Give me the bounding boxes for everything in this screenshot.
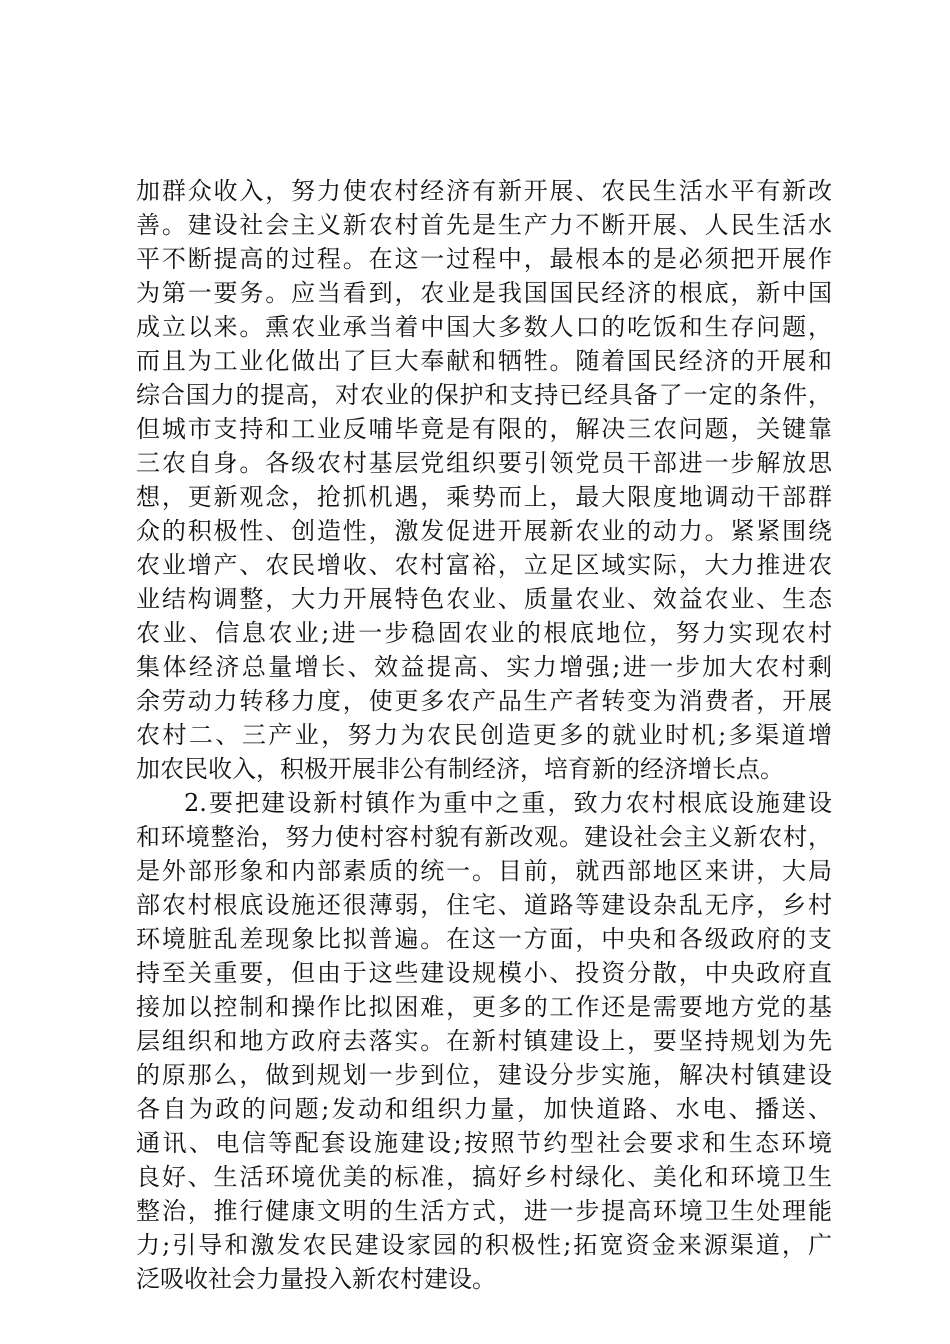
- text-line: 而且为工业化做出了巨大奉献和牺牲。随着国民经济的开展和: [136, 347, 832, 375]
- text-line: 和环境整治，努力使村容村貌有新改观。建设社会主义新农村，: [136, 823, 832, 851]
- text-line: 集体经济总量增长、效益提高、实力增强;进一步加大农村剩: [136, 653, 832, 681]
- text-line: 通讯、电信等配套设施建设;按照节约型社会要求和生态环境: [136, 1129, 832, 1157]
- text-line: 的原那么，做到规划一步到位，建设分步实施，解决村镇建设: [136, 1061, 832, 1089]
- text-line: 是外部形象和内部素质的统一。目前，就西部地区来讲，大局: [136, 857, 832, 885]
- text-line: 环境脏乱差现象比拟普遍。在这一方面，中央和各级政府的支: [136, 925, 832, 953]
- text-line: 整治，推行健康文明的生活方式，进一步提高环境卫生处理能: [136, 1197, 832, 1225]
- text-line: 平不断提高的过程。在这一过程中，最根本的是必须把开展作: [136, 245, 832, 273]
- text-line: 接加以控制和操作比拟困难，更多的工作还是需要地方党的基: [136, 993, 832, 1021]
- text-line: 加农民收入，积极开展非公有制经济，培育新的经济增长点。: [136, 755, 784, 783]
- text-line: 农业、信息农业;进一步稳固农业的根底地位，努力实现农村: [136, 619, 832, 647]
- text-line: 三农自身。各级农村基层党组织要引领党员干部进一步解放思: [136, 449, 832, 477]
- text-line: 业结构调整，大力开展特色农业、质量农业、效益农业、生态: [136, 585, 832, 613]
- text-line: 但城市支持和工业反哺毕竟是有限的，解决三农问题，关键靠: [136, 415, 832, 443]
- text-line: 众的积极性、创造性，激发促进开展新农业的动力。紧紧围绕: [136, 517, 832, 545]
- text-line: 为第一要务。应当看到，农业是我国国民经济的根底，新中国: [136, 279, 832, 307]
- text-line: 各自为政的问题;发动和组织力量，加快道路、水电、播送、: [136, 1095, 832, 1123]
- text-line: 良好、生活环境优美的标准，搞好乡村绿化、美化和环境卫生: [136, 1163, 832, 1191]
- text-line: 部农村根底设施还很薄弱，住宅、道路等建设杂乱无序，乡村: [136, 891, 832, 919]
- text-line: 力;引导和激发农民建设家园的积极性;拓宽资金来源渠道，广: [136, 1231, 832, 1259]
- text-line: 2.要把建设新村镇作为重中之重，致力农村根底设施建设: [184, 789, 832, 817]
- text-line: 成立以来。熏农业承当着中国大多数人口的吃饭和生存问题，: [136, 313, 832, 341]
- text-line: 泛吸收社会力量投入新农村建设。: [136, 1265, 496, 1293]
- text-line: 农村二、三产业，努力为农民创造更多的就业时机;多渠道增: [136, 721, 832, 749]
- text-line: 综合国力的提高，对农业的保护和支持已经具备了一定的条件，: [136, 381, 832, 409]
- body-text: [136, 174, 832, 1296]
- text-line: 层组织和地方政府去落实。在新村镇建设上，要坚持规划为先: [136, 1027, 832, 1055]
- text-line: 想，更新观念，抢抓机遇，乘势而上，最大限度地调动干部群: [136, 483, 832, 511]
- text-line: 加群众收入，努力使农村经济有新开展、农民生活水平有新改: [136, 177, 832, 205]
- paragraph-2: [136, 786, 832, 1296]
- paragraph-1: [136, 174, 832, 786]
- text-line: 持至关重要，但由于这些建设规模小、投资分散，中央政府直: [136, 959, 832, 987]
- text-line: 善。建设社会主义新农村首先是生产力不断开展、人民生活水: [136, 211, 832, 239]
- text-line: 农业增产、农民增收、农村富裕，立足区域实际，大力推进农: [136, 551, 832, 579]
- text-line: 余劳动力转移力度，使更多农产品生产者转变为消费者，开展: [136, 687, 832, 715]
